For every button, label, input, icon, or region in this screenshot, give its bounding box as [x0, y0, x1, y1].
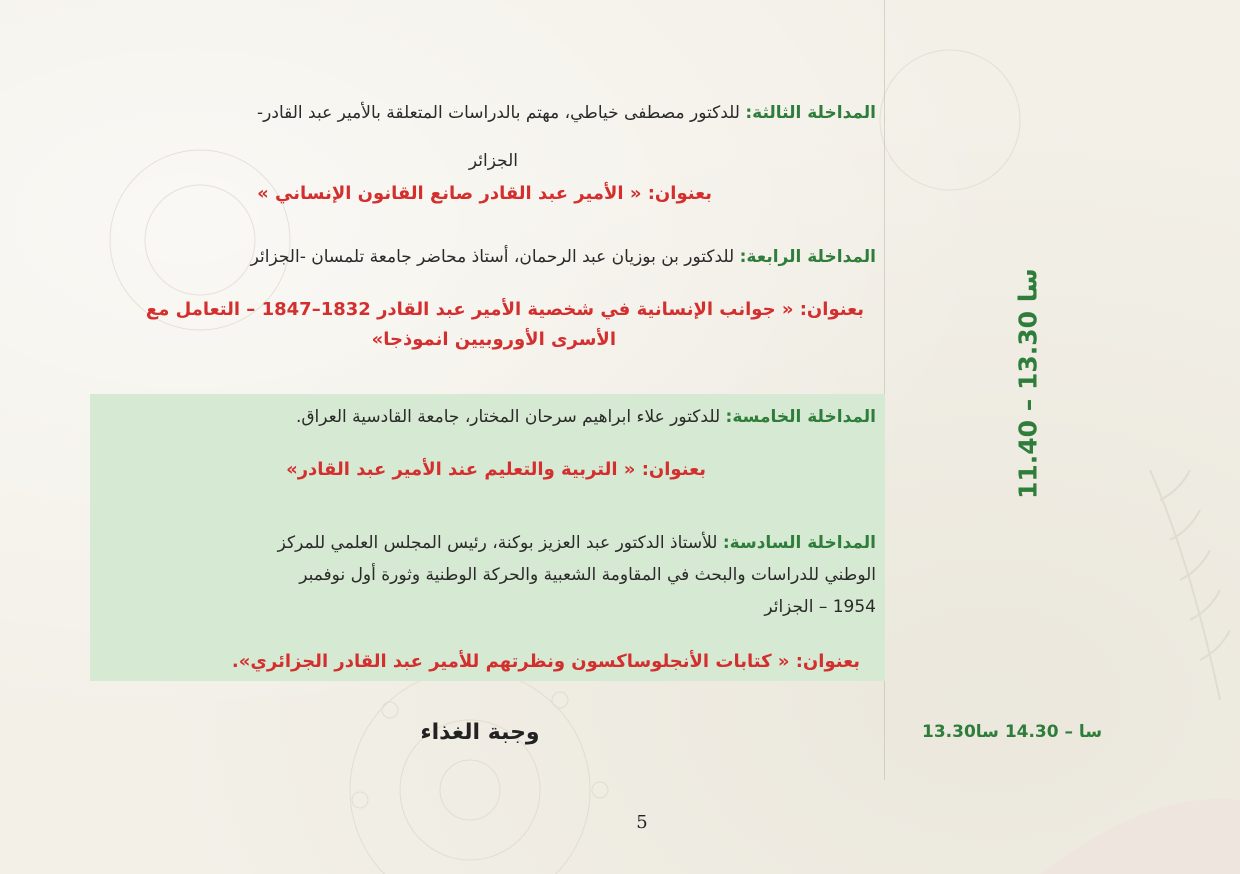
intervention-5-speaker-text: للدكتور علاء ابراهيم سرحان المختار، جامعة القادسية العراق. — [295, 407, 726, 427]
intervention-4-speaker-text: للدكتور بن بوزيان عبد الرحمان، أستاذ محاضر جامعة تلمسان -الجزائر — [250, 247, 740, 267]
lunch-label: وجبة الغذاء — [420, 720, 540, 745]
page-number: 5 — [636, 812, 648, 833]
session-time-vertical: 11.40 – 13.30 سا — [1013, 268, 1043, 500]
intervention-5-label: المداخلة الخامسة: — [725, 407, 876, 427]
intervention-6-speaker-line2: الوطني للدراسات والبحث في المقاومة الشعبية والحركة الوطنية وثورة أول نوفمبر — [299, 565, 876, 585]
intervention-4-speaker — [96, 242, 876, 272]
intervention-6-title: بعنوان: « كتابات الأنجلوساكسون ونظرتهم للأمير عبد القادر الجزائري». — [231, 651, 860, 672]
intervention-4-title-line2: الأسرى الأوروبيين انموذجا» — [371, 329, 616, 350]
intervention-4-title-line1: بعنوان: « جوانب الإنسانية في شخصية الأمير عبد القادر 1832–1847 – التعامل مع — [145, 299, 864, 320]
intervention-3-speaker-text: للدكتور مصطفى خياطي، مهتم بالدراسات المتعلقة بالأمير عبد القادر- — [257, 103, 746, 123]
intervention-3-label: المداخلة الثالثة: — [745, 103, 876, 123]
intervention-5-title: بعنوان: « التربية والتعليم عند الأمير عبد القادر» — [286, 459, 706, 480]
intervention-6-speaker-line3: 1954 – الجزائر — [764, 597, 876, 617]
intervention-6-speaker — [96, 528, 876, 558]
intervention-6-label: المداخلة السادسة: — [722, 533, 876, 553]
lunch-time: 13.30سا – 14.30 سا — [922, 722, 1103, 742]
intervention-5-speaker — [96, 402, 876, 432]
intervention-6-speaker-text: للأستاذ الدكتور عبد العزيز بوكنة، رئيس المجلس العلمي للمركز — [277, 533, 723, 553]
intervention-3-title: بعنوان: « الأمير عبد القادر صانع القانون الإنساني » — [257, 183, 712, 204]
intervention-3-speaker — [96, 98, 876, 128]
intervention-3-speaker-cont: الجزائر — [468, 151, 518, 171]
intervention-4-label: المداخلة الرابعة: — [739, 247, 876, 267]
